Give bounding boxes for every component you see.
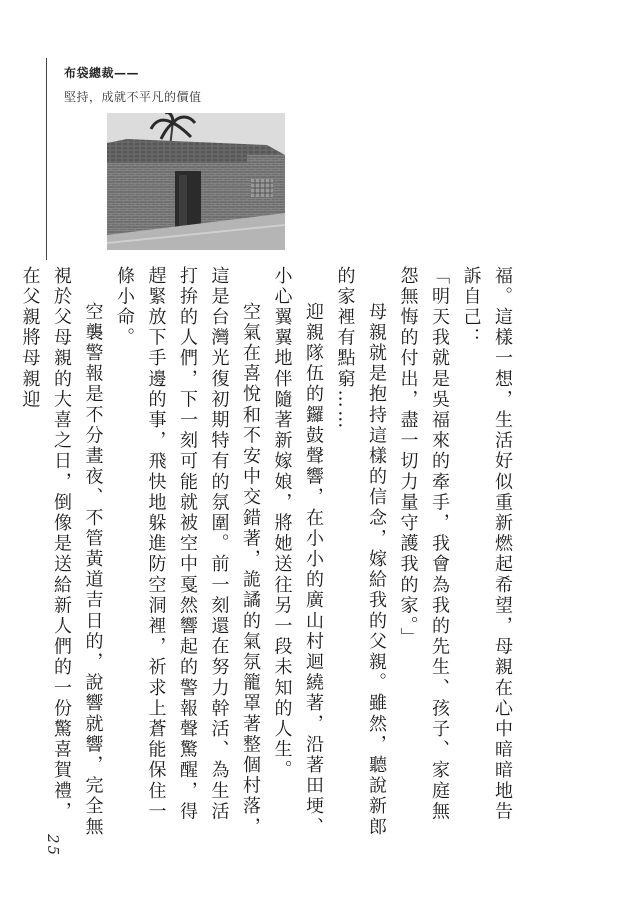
vertical-body-text [19, 266, 518, 841]
paragraph: 「明天我就是吳福來的牽手，我會為我的先生、孩子、家庭無怨無悔的付出，盡一切力量守護我的家。」 [397, 266, 450, 823]
old-brick-house-photo [107, 113, 285, 250]
running-header-series: 布袋總裁—— [64, 66, 140, 80]
paragraph: 空氣在喜悅和不安中交錯著，詭譎的氣氛籠罩著整個村落，這是台灣光復初期特有的氛圍。前一刻還在努力幹活、為生活打拚的人們，下一刻可能就被空中戛然響起的警報聲驚醒，得趕緊放下手邊的事，飛快地躲進防空洞裡，祈求上蒼能保住一條小命。 [114, 266, 261, 838]
page-number: 25 [44, 834, 62, 858]
paragraph: 迎親隊伍的鑼鼓聲響，在小小的廣山村迴繞著，沿著田埂、小心翼翼地伴隨著新嫁娘，將她送往另一段未知的人生。 [271, 266, 324, 838]
paragraph: 福。這樣一想，生活好似重新燃起希望，母親在心中暗暗地告訴自己： [460, 266, 513, 823]
paragraph: 空襲警報是不分晝夜、不管黃道吉日的，說響就響，完全無視於父母親的大喜之日，倒像是送給新人們的一份驚喜賀禮，在父親將母親迎 [19, 266, 104, 838]
margin-rule [46, 58, 47, 260]
paragraph: 母親就是抱持這樣的信念，嫁給我的父親。雖然，聽說新郎的家裡有點窮…… [334, 266, 387, 838]
running-header-subtitle: 堅持，成就不平凡的價值 [64, 90, 202, 104]
